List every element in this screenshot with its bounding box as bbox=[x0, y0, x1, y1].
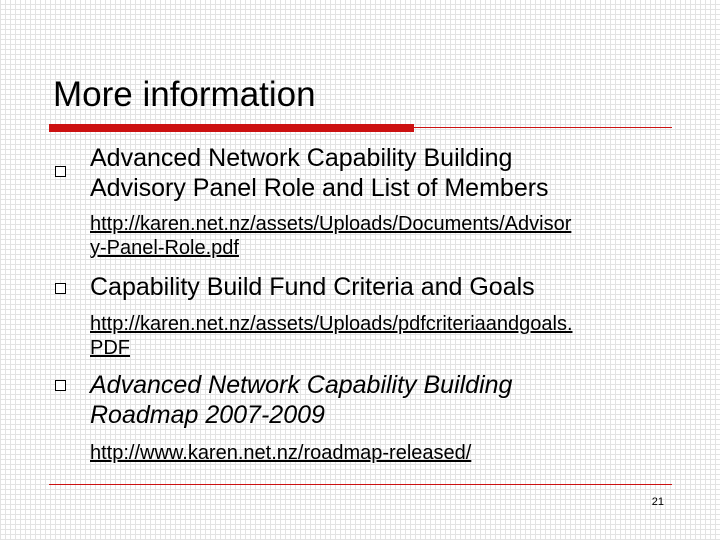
title-underline-thick bbox=[49, 124, 414, 132]
title-underline-thin bbox=[414, 127, 672, 128]
list-item-link[interactable]: http://www.karen.net.nz/roadmap-released/ bbox=[90, 442, 472, 464]
list-item-link[interactable]: http://karen.net.nz/assets/Uploads/Documents/Advisor y-Panel-Role.pdf bbox=[90, 213, 572, 259]
list-item-link[interactable]: http://karen.net.nz/assets/Uploads/pdfcriteriaandgoals. PDF bbox=[90, 313, 573, 359]
page-number: 21 bbox=[651, 496, 664, 508]
footer-rule bbox=[49, 484, 672, 485]
list-item-text: Capability Build Fund Criteria and Goals bbox=[90, 273, 535, 301]
list-item-text: Advanced Network Capability Building Roadmap 2007-2009 bbox=[90, 371, 513, 429]
slide-title: More information bbox=[53, 75, 316, 114]
bullet-square-icon bbox=[55, 166, 66, 177]
bullet-square-icon bbox=[55, 380, 66, 391]
bullet-square-icon bbox=[55, 283, 66, 294]
list-item-text: Advanced Network Capability Building Advisory Panel Role and List of Members bbox=[90, 144, 549, 202]
